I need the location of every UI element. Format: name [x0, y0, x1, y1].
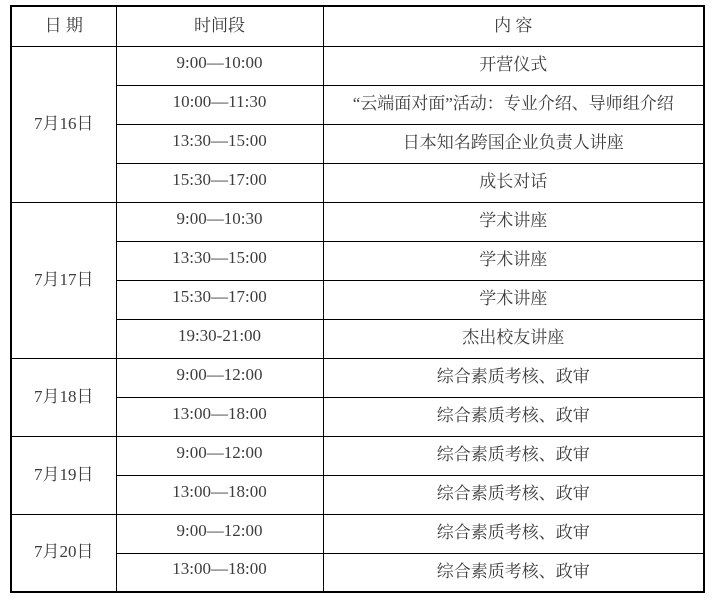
date-cell: 7月16日: [11, 46, 116, 202]
time-cell: 19:30-21:00: [116, 319, 323, 358]
time-cell: 9:00—10:30: [116, 202, 323, 241]
header-cell-date: 日 期: [11, 6, 116, 46]
time-cell: 9:00—12:00: [116, 436, 323, 475]
table-header: [11, 6, 704, 46]
table-row: [11, 46, 704, 85]
content-cell: 学术讲座: [323, 280, 704, 319]
table-row: [11, 202, 704, 241]
content-cell: 综合素质考核、政审: [323, 436, 704, 475]
content-cell: 开营仪式: [323, 46, 704, 85]
time-cell: 13:00—18:00: [116, 397, 323, 436]
content-cell: 杰出校友讲座: [323, 319, 704, 358]
schedule-table: [10, 5, 705, 593]
time-cell: 9:00—10:00: [116, 46, 323, 85]
time-cell: 15:30—17:00: [116, 280, 323, 319]
header-cell-time: 时间段: [116, 6, 323, 46]
time-cell: 13:30—15:00: [116, 124, 323, 163]
content-cell: 日本知名跨国企业负责人讲座: [323, 124, 704, 163]
content-cell: 综合素质考核、政审: [323, 358, 704, 397]
content-cell: 成长对话: [323, 163, 704, 202]
content-cell: 综合素质考核、政审: [323, 514, 704, 553]
table-row: [11, 358, 704, 397]
table-row: [11, 436, 704, 475]
content-cell: 综合素质考核、政审: [323, 397, 704, 436]
header-row: [11, 6, 704, 46]
content-cell: 学术讲座: [323, 241, 704, 280]
time-cell: 15:30—17:00: [116, 163, 323, 202]
table-body: [11, 46, 704, 592]
time-cell: 13:00—18:00: [116, 475, 323, 514]
content-cell: 综合素质考核、政审: [323, 475, 704, 514]
content-cell: 学术讲座: [323, 202, 704, 241]
date-cell: 7月20日: [11, 514, 116, 592]
table-row: [11, 514, 704, 553]
date-cell: 7月19日: [11, 436, 116, 514]
date-cell: 7月17日: [11, 202, 116, 358]
content-cell: “云端面对面”活动：专业介绍、导师组介绍: [323, 85, 704, 124]
time-cell: 13:00—18:00: [116, 553, 323, 592]
time-cell: 13:30—15:00: [116, 241, 323, 280]
time-cell: 9:00—12:00: [116, 358, 323, 397]
time-cell: 10:00—11:30: [116, 85, 323, 124]
content-cell: 综合素质考核、政审: [323, 553, 704, 592]
date-cell: 7月18日: [11, 358, 116, 436]
header-cell-content: 内 容: [323, 6, 704, 46]
time-cell: 9:00—12:00: [116, 514, 323, 553]
